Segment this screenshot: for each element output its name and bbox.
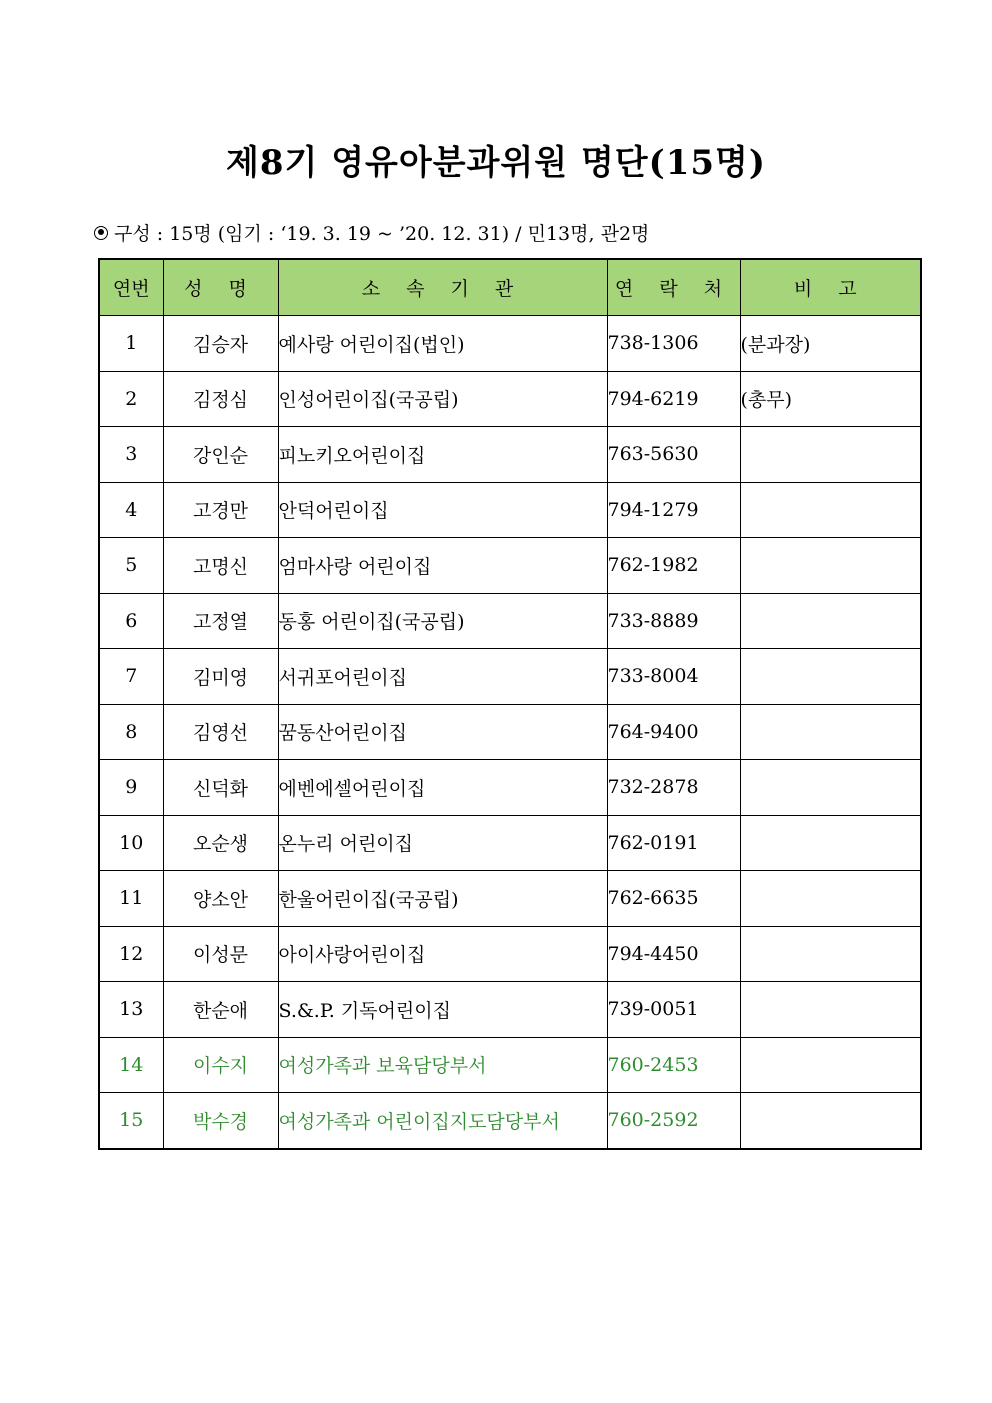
member-organization: 예사랑 어린이집(법인) [278, 316, 607, 372]
member-organization: 인성어린이집(국공립) [278, 371, 607, 427]
member-phone: 762-1982 [607, 538, 740, 594]
member-phone: 760-2453 [607, 1037, 740, 1093]
member-organization: 여성가족과 보육담당부서 [278, 1037, 607, 1093]
table-header-row [99, 259, 921, 316]
table-row [99, 593, 921, 649]
member-organization: 여성가족과 어린이집지도담당부서 [278, 1093, 607, 1149]
member-phone: 764-9400 [607, 704, 740, 760]
column-header-note: 비 고 [740, 259, 921, 316]
member-organization: 서귀포어린이집 [278, 649, 607, 705]
table-row [99, 482, 921, 538]
table-row [99, 815, 921, 871]
row-number: 1 [99, 316, 163, 372]
table-row [99, 316, 921, 372]
member-organization: S.&.P. 기독어린이집 [278, 982, 607, 1038]
row-number: 11 [99, 871, 163, 927]
member-organization: 피노키오어린이집 [278, 427, 607, 483]
member-phone: 794-4450 [607, 926, 740, 982]
member-roster-table [98, 258, 922, 1150]
row-number: 13 [99, 982, 163, 1038]
member-phone: 760-2592 [607, 1093, 740, 1149]
member-name: 고정열 [163, 593, 278, 649]
row-number: 10 [99, 815, 163, 871]
member-note: (분과장) [740, 316, 921, 372]
table-row [99, 871, 921, 927]
member-note [740, 1093, 921, 1149]
member-name: 김미영 [163, 649, 278, 705]
member-organization: 엄마사랑 어린이집 [278, 538, 607, 594]
member-phone: 732-2878 [607, 760, 740, 816]
member-note [740, 926, 921, 982]
member-note [740, 593, 921, 649]
member-phone: 762-6635 [607, 871, 740, 927]
member-phone: 794-1279 [607, 482, 740, 538]
row-number: 2 [99, 371, 163, 427]
table-row [99, 760, 921, 816]
table-row-government [99, 1093, 921, 1149]
member-name: 한순애 [163, 982, 278, 1038]
member-phone: 733-8004 [607, 649, 740, 705]
composition-summary-text: 구성 : 15명 (임기 : ‘19. 3. 19 ~ ’20. 12. 31) / 민13명, 관2명 [114, 223, 650, 245]
row-number: 12 [99, 926, 163, 982]
member-organization: 아이사랑어린이집 [278, 926, 607, 982]
member-name: 고경만 [163, 482, 278, 538]
member-note [740, 538, 921, 594]
column-header-contact: 연 락 처 [607, 259, 740, 316]
member-name: 이수지 [163, 1037, 278, 1093]
member-phone: 763-5630 [607, 427, 740, 483]
member-organization: 한울어린이집(국공립) [278, 871, 607, 927]
row-number: 6 [99, 593, 163, 649]
member-phone: 794-6219 [607, 371, 740, 427]
member-phone: 733-8889 [607, 593, 740, 649]
row-number: 8 [99, 704, 163, 760]
member-note [740, 815, 921, 871]
member-name: 강인순 [163, 427, 278, 483]
member-name: 신덕화 [163, 760, 278, 816]
page-title: 제8기 영유아분과위원 명단(15명) [226, 143, 766, 183]
member-organization: 에벤에셀어린이집 [278, 760, 607, 816]
table-row [99, 704, 921, 760]
member-note [740, 704, 921, 760]
member-name: 양소안 [163, 871, 278, 927]
member-name: 김영선 [163, 704, 278, 760]
member-note [740, 982, 921, 1038]
row-number: 9 [99, 760, 163, 816]
table-row [99, 538, 921, 594]
table-row [99, 649, 921, 705]
member-note [740, 427, 921, 483]
table-row [99, 427, 921, 483]
member-organization: 안덕어린이집 [278, 482, 607, 538]
table-row [99, 926, 921, 982]
member-note [740, 760, 921, 816]
member-phone: 762-0191 [607, 815, 740, 871]
table-row [99, 982, 921, 1038]
column-header-number: 연번 [99, 259, 163, 316]
radio-bullet-icon [94, 226, 108, 240]
member-name: 오순생 [163, 815, 278, 871]
row-number: 15 [99, 1093, 163, 1149]
member-name: 고명신 [163, 538, 278, 594]
member-phone: 738-1306 [607, 316, 740, 372]
table-row-government [99, 1037, 921, 1093]
member-organization: 꿈동산어린이집 [278, 704, 607, 760]
composition-summary [94, 219, 649, 246]
column-header-organization: 소 속 기 관 [278, 259, 607, 316]
row-number: 3 [99, 427, 163, 483]
member-note [740, 871, 921, 927]
member-name: 이성문 [163, 926, 278, 982]
member-phone: 739-0051 [607, 982, 740, 1038]
row-number: 14 [99, 1037, 163, 1093]
member-note [740, 649, 921, 705]
row-number: 4 [99, 482, 163, 538]
member-name: 김정심 [163, 371, 278, 427]
member-note [740, 1037, 921, 1093]
member-note: (총무) [740, 371, 921, 427]
member-name: 박수경 [163, 1093, 278, 1149]
table-row [99, 371, 921, 427]
row-number: 7 [99, 649, 163, 705]
member-name: 김승자 [163, 316, 278, 372]
column-header-name: 성 명 [163, 259, 278, 316]
row-number: 5 [99, 538, 163, 594]
member-organization: 온누리 어린이집 [278, 815, 607, 871]
member-note [740, 482, 921, 538]
member-organization: 동홍 어린이집(국공립) [278, 593, 607, 649]
